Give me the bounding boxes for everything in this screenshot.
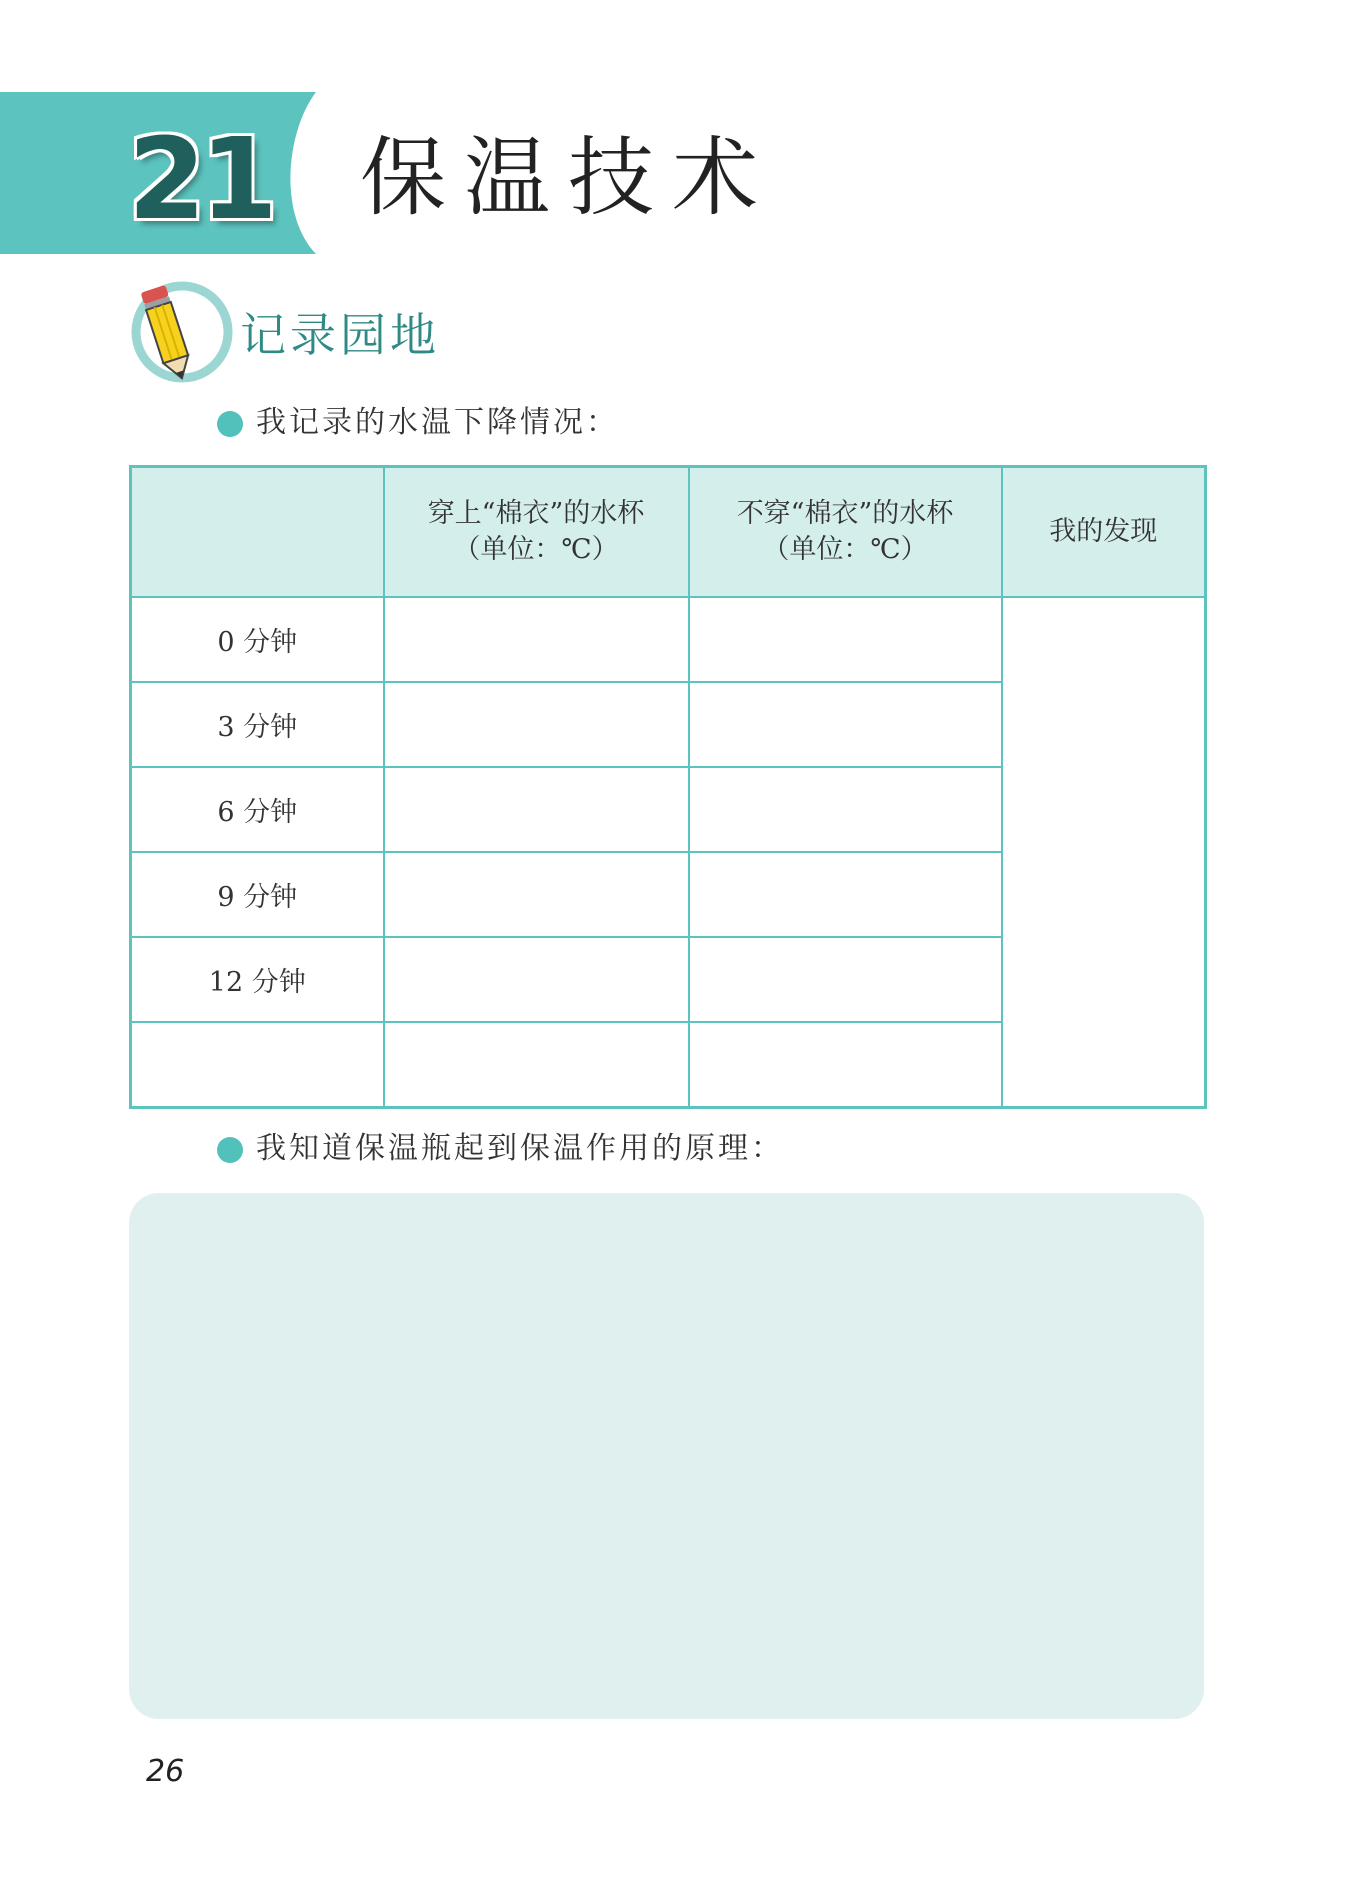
lesson-title: 保温技术: [360, 128, 776, 228]
header-without-coat-label: 不穿“棉衣”的水杯: [736, 498, 954, 529]
bullet-dot: [217, 411, 243, 437]
header-unit-note: （单位：℃）: [453, 534, 619, 565]
findings-cell[interactable]: [1002, 597, 1206, 1108]
pencil-icon: [124, 276, 234, 388]
time-cell: 12 分钟: [131, 937, 384, 1022]
header-with-coat: [384, 467, 689, 598]
table-header-row: [131, 467, 1206, 598]
lesson-number: 21: [128, 115, 272, 245]
without-coat-cell[interactable]: [689, 852, 1002, 937]
answer-area[interactable]: [129, 1193, 1204, 1719]
time-cell[interactable]: [131, 1022, 384, 1108]
with-coat-cell[interactable]: [384, 597, 689, 682]
time-cell: 3 分钟: [131, 682, 384, 767]
page-number: 26: [146, 1754, 185, 1789]
without-coat-cell[interactable]: [689, 682, 1002, 767]
without-coat-cell[interactable]: [689, 1022, 1002, 1108]
header-with-coat-label: 穿上“棉衣”的水杯: [427, 498, 645, 529]
principle-prompt: 我知道保温瓶起到保温作用的原理：: [256, 1131, 784, 1166]
section-title: 记录园地: [240, 308, 440, 362]
water-temperature-table: [129, 465, 1207, 1109]
without-coat-cell[interactable]: [689, 767, 1002, 852]
without-coat-cell[interactable]: [689, 597, 1002, 682]
with-coat-cell[interactable]: [384, 767, 689, 852]
with-coat-cell[interactable]: [384, 937, 689, 1022]
header-unit-note: （单位：℃）: [762, 534, 928, 565]
without-coat-cell[interactable]: [689, 937, 1002, 1022]
with-coat-cell[interactable]: [384, 1022, 689, 1108]
header-blank-cell: [131, 467, 384, 598]
record-prompt: 我记录的水温下降情况：: [256, 405, 619, 440]
header-findings: 我的发现: [1002, 467, 1206, 598]
time-cell: 9 分钟: [131, 852, 384, 937]
bullet-dot: [217, 1137, 243, 1163]
time-cell: 0 分钟: [131, 597, 384, 682]
table-row: [131, 597, 1206, 682]
with-coat-cell[interactable]: [384, 682, 689, 767]
header-without-coat: [689, 467, 1002, 598]
with-coat-cell[interactable]: [384, 852, 689, 937]
time-cell: 6 分钟: [131, 767, 384, 852]
